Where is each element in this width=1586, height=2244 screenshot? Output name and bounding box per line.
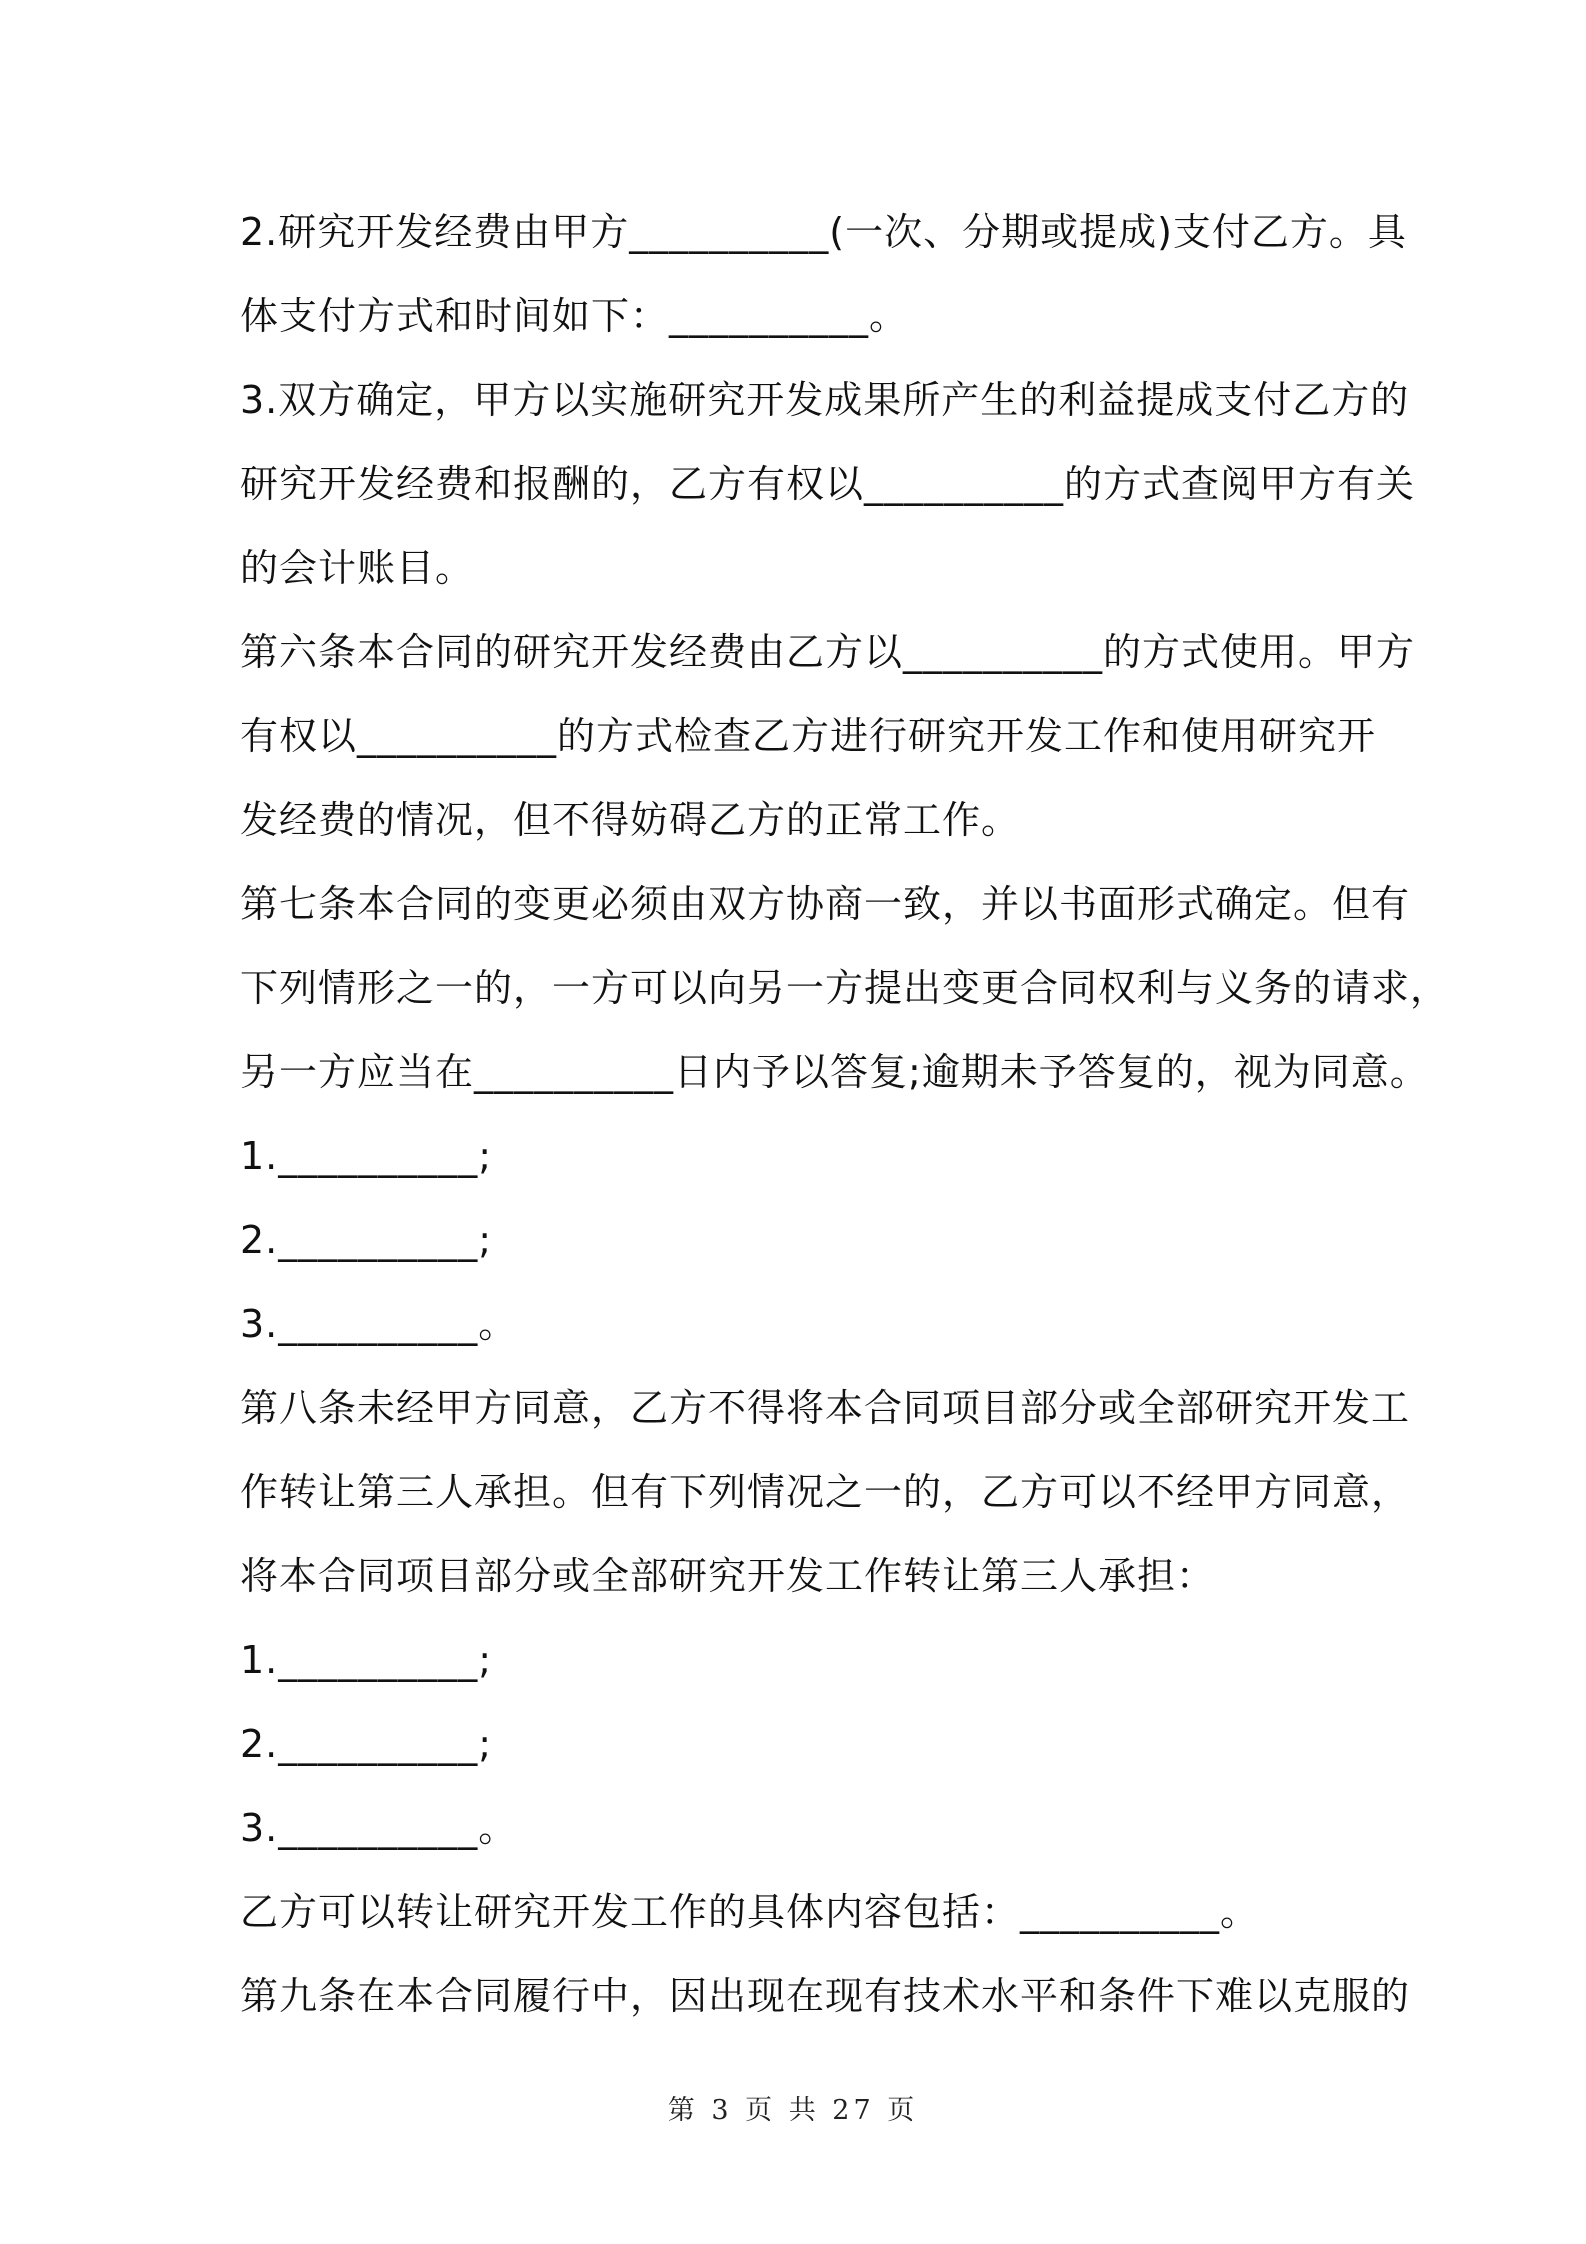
text-line: 乙方可以转让研究开发工作的具体内容包括：__________。 — [240, 1890, 1260, 1934]
text-line: 下列情形之一的，一方可以向另一方提出变更合同权利与义务的请求， — [240, 966, 1450, 1010]
text-line: 第九条在本合同履行中，因出现在现有技术水平和条件下难以克服的 — [240, 1974, 1411, 2018]
list-item: 2.__________; — [240, 1722, 493, 1766]
text-line: 的会计账目。 — [240, 546, 475, 590]
text-line: 发经费的情况，但不得妨碍乙方的正常工作。 — [240, 798, 1021, 842]
text-line: 另一方应当在__________日内予以答复;逾期未予答复的，视为同意。 — [240, 1050, 1429, 1094]
page-number-footer: 第 3 页 共 27 页 — [667, 2095, 919, 2126]
text-line: 作转让第三人承担。但有下列情况之一的，乙方可以不经甲方同意， — [240, 1470, 1411, 1514]
list-item: 3.__________。 — [240, 1806, 518, 1850]
list-item: 2.__________; — [240, 1218, 493, 1262]
text-line: 体支付方式和时间如下：__________。 — [240, 294, 909, 338]
text-line: 研究开发经费和报酬的，乙方有权以__________的方式查阅甲方有关 — [240, 462, 1416, 506]
text-line: 3.双方确定，甲方以实施研究开发成果所产生的利益提成支付乙方的 — [240, 378, 1410, 422]
list-item: 1.__________; — [240, 1638, 493, 1682]
text-line: 第七条本合同的变更必须由双方协商一致，并以书面形式确定。但有 — [240, 882, 1411, 926]
text-line: 第八条未经甲方同意，乙方不得将本合同项目部分或全部研究开发工 — [240, 1386, 1411, 1430]
list-item: 1.__________; — [240, 1134, 493, 1178]
text-line: 2.研究开发经费由甲方__________(一次、分期或提成)支付乙方。具 — [240, 210, 1407, 254]
contract-body — [240, 190, 1450, 2038]
text-line: 将本合同项目部分或全部研究开发工作转让第三人承担： — [240, 1554, 1216, 1598]
text-line: 有权以__________的方式检查乙方进行研究开发工作和使用研究开 — [240, 714, 1377, 758]
text-line: 第六条本合同的研究开发经费由乙方以__________的方式使用。甲方 — [240, 630, 1416, 674]
list-item: 3.__________。 — [240, 1302, 518, 1346]
